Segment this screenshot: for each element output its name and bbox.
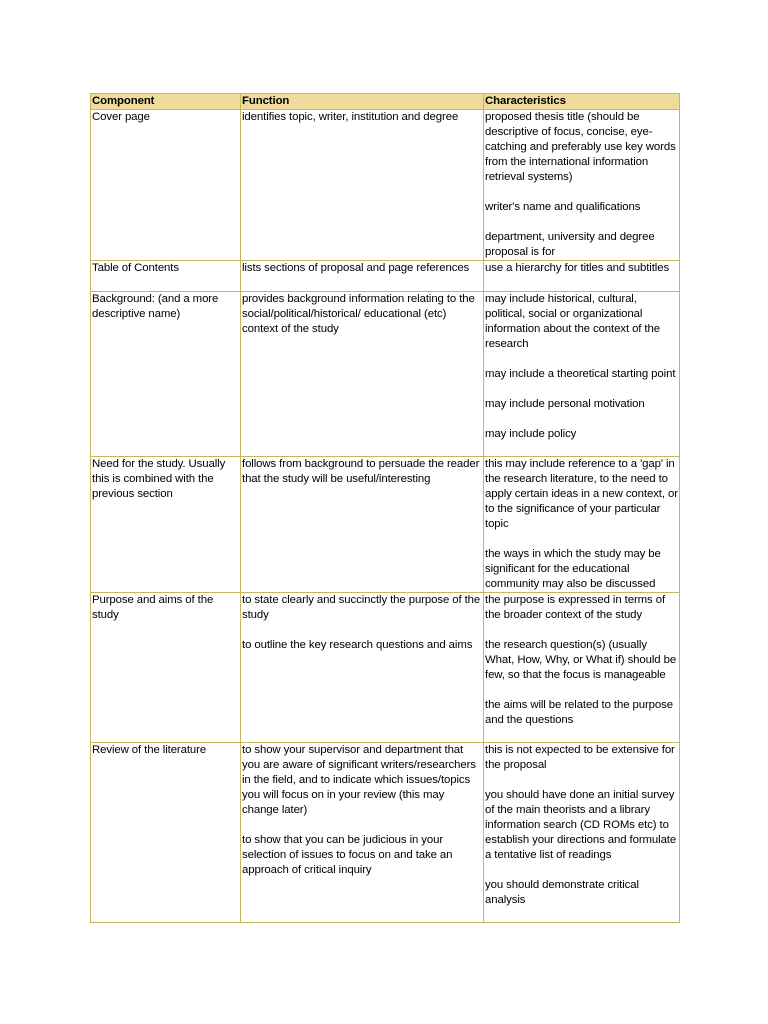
component-cell: [91, 457, 241, 593]
header-component: Component: [91, 94, 241, 110]
function-cell: [241, 593, 484, 743]
characteristics-cell: [484, 593, 680, 743]
function-text: to show that you can be judicious in your selection of issues to focus on and take an approach of critical inquiry: [242, 834, 453, 876]
function-cell: [241, 261, 484, 292]
table-row: [91, 743, 680, 923]
function-cell: [241, 743, 484, 923]
characteristics-text: this may include reference to a 'gap' in the research literature, to the need to apply certain ideas in a new context, or to the significance of your particular topic: [485, 458, 678, 530]
characteristics-text: may include personal motivation: [485, 398, 645, 410]
characteristics-text: the research question(s) (usually What, How, Why, or What if) should be few, so that the focus is manageable: [485, 639, 677, 681]
characteristics-cell: [484, 743, 680, 923]
characteristics-cell: [484, 261, 680, 292]
characteristics-cell: [484, 292, 680, 457]
function-text: to show your supervisor and department that you are aware of significant writers/researchers in the field, and to indicate which issues/topics you will focus on in your review (this may change later): [242, 744, 476, 816]
component-cell: [91, 292, 241, 457]
function-cell: [241, 457, 484, 593]
proposal-components-table: [90, 93, 680, 923]
characteristics-text: you should demonstrate critical analysis: [485, 879, 639, 906]
component-cell: [91, 110, 241, 261]
function-text: lists sections of proposal and page references: [242, 262, 470, 274]
table-row: [91, 593, 680, 743]
function-text: to state clearly and succinctly the purpose of the study: [242, 594, 481, 621]
table-row: [91, 457, 680, 593]
function-text: identifies topic, writer, institution and degree: [242, 111, 459, 123]
table-row: [91, 261, 680, 292]
characteristics-text: proposed thesis title (should be descriptive of focus, concise, eye-catching and preferably use key words from the international information retrieval systems): [485, 111, 676, 183]
characteristics-text: may include historical, cultural, political, social or organizational information about the context of the research: [485, 293, 660, 350]
component-cell: [91, 261, 241, 292]
function-text: provides background information relating to the social/political/historical/ educational (etc) context of the study: [242, 293, 475, 335]
component-text: Review of the literature: [92, 744, 207, 756]
function-text: to outline the key research questions and aims: [242, 639, 473, 651]
characteristics-text: department, university and degree proposal is for: [485, 231, 655, 258]
function-cell: [241, 292, 484, 457]
function-text: follows from background to persuade the reader that the study will be useful/interesting: [242, 458, 480, 485]
characteristics-text: may include policy: [485, 428, 577, 440]
component-text: Table of Contents: [92, 262, 179, 274]
characteristics-text: use a hierarchy for titles and subtitles: [485, 262, 670, 274]
function-cell: [241, 110, 484, 261]
component-text: Background: (and a more descriptive name): [92, 293, 219, 320]
characteristics-text: the aims will be related to the purpose and the questions: [485, 699, 673, 726]
characteristics-text: this is not expected to be extensive for the proposal: [485, 744, 675, 771]
characteristics-cell: [484, 457, 680, 593]
component-text: Need for the study. Usually this is combined with the previous section: [92, 458, 226, 500]
component-cell: [91, 743, 241, 923]
characteristics-text: writer's name and qualifications: [485, 201, 641, 213]
component-text: Purpose and aims of the study: [92, 594, 214, 621]
component-cell: [91, 593, 241, 743]
table-row: [91, 110, 680, 261]
component-text: Cover page: [92, 111, 150, 123]
header-characteristics: Characteristics: [484, 94, 680, 110]
header-function: Function: [241, 94, 484, 110]
table-header-row: [91, 94, 680, 110]
characteristics-cell: [484, 110, 680, 261]
characteristics-text: may include a theoretical starting point: [485, 368, 676, 380]
characteristics-text: the ways in which the study may be significant for the educational community may also be discussed: [485, 548, 661, 590]
table-row: [91, 292, 680, 457]
characteristics-text: the purpose is expressed in terms of the broader context of the study: [485, 594, 666, 621]
characteristics-text: you should have done an initial survey of the main theorists and a library information search (CD ROMs etc) to establish your directions and formulate a tentative list of readings: [485, 789, 677, 861]
